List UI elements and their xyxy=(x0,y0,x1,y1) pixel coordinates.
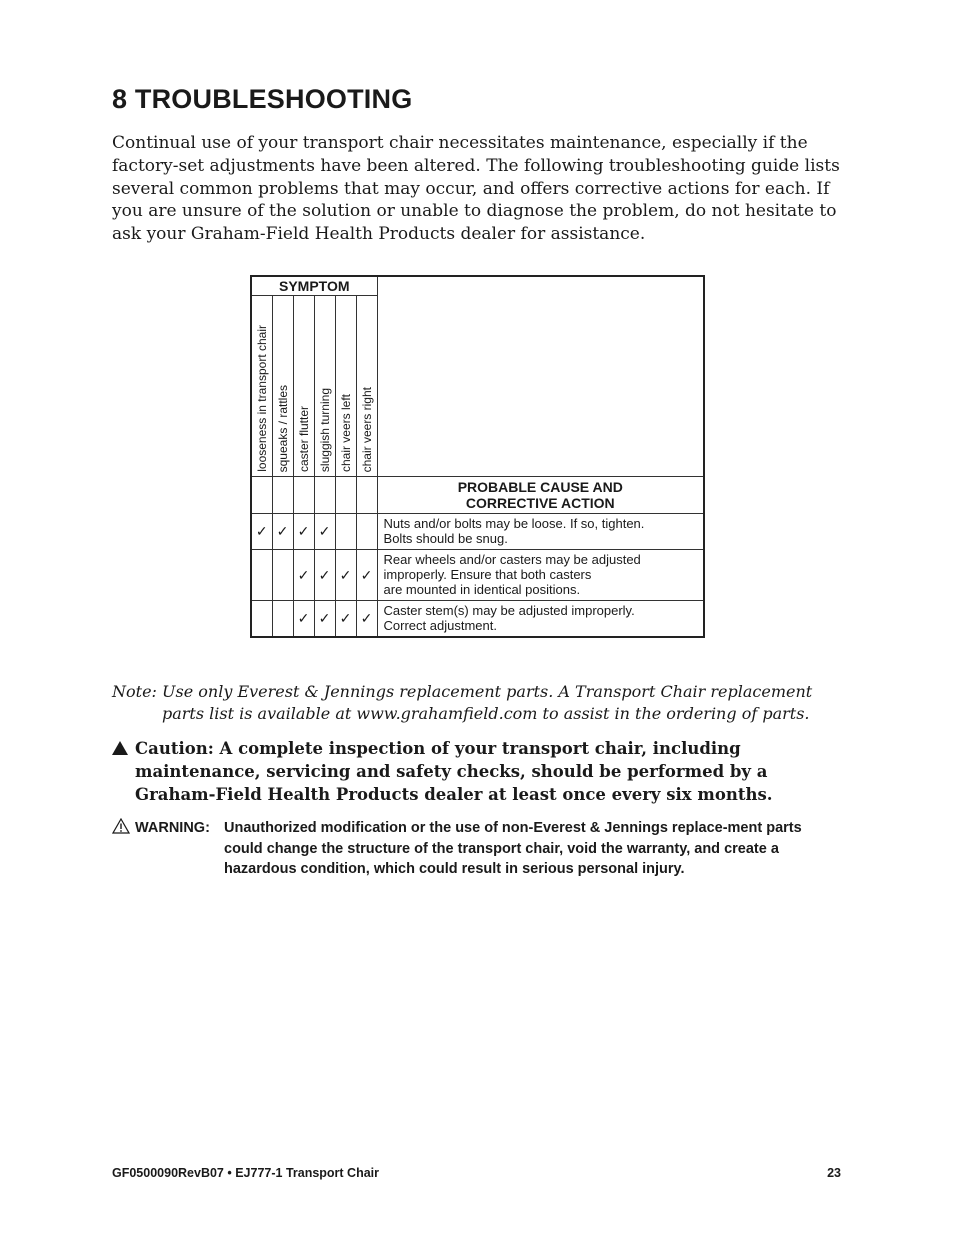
blank-cell xyxy=(272,601,293,638)
cause-text xyxy=(377,601,704,638)
blank-cell xyxy=(251,601,272,638)
blank-cell xyxy=(251,477,272,514)
symptom-column xyxy=(293,296,314,477)
caution-triangle-icon xyxy=(112,741,128,755)
symptom-label: chair veers left xyxy=(338,393,353,472)
caution-text: Caution: A complete inspection of your transport chair, including maintenance, servicing and safety checks, should be performed by a Graham-Field Health Products dealer at least once every six months. xyxy=(135,739,773,804)
symptom-column xyxy=(314,296,335,477)
table-row xyxy=(251,514,704,550)
symptom-header: SYMPTOM xyxy=(251,276,377,296)
note-line: Note: Use only Everest & Jennings replacement parts. A Transport Chair replacement xyxy=(112,682,813,701)
symptom-label: squeaks / rattles xyxy=(275,384,290,472)
check-mark-icon: ✓ xyxy=(272,514,293,550)
symptom-column xyxy=(335,296,356,477)
blank-cell xyxy=(293,477,314,514)
blank-cell xyxy=(272,550,293,601)
blank-cell xyxy=(335,514,356,550)
check-mark-icon: ✓ xyxy=(356,550,377,601)
cause-line: improperly. Ensure that both casters xyxy=(383,567,592,582)
blank-cell xyxy=(356,514,377,550)
cause-text xyxy=(377,514,704,550)
symptom-label: sluggish turning xyxy=(317,387,332,472)
table-row xyxy=(251,550,704,601)
warning-text: Unauthorized modification or the use of non-Everest & Jennings replace-ment parts could change the structure of the transport chair, void the warranty, and create a hazardous condition, which could result in serious personal injury. xyxy=(224,820,802,877)
warning-label: WARNING: xyxy=(135,820,210,836)
warning-triangle-icon xyxy=(112,818,130,834)
cause-line: Correct adjustment. xyxy=(383,618,497,633)
check-mark-icon: ✓ xyxy=(314,514,335,550)
caution-block xyxy=(112,737,847,806)
table-row xyxy=(251,601,704,638)
check-mark-icon: ✓ xyxy=(293,550,314,601)
intro-paragraph: Continual use of your transport chair necessitates maintenance, especially if the factory-set adjustments have been altered. The following troubleshooting guide lists several common problems that may occur, and offers corrective actions for each. If you are unsure of the solution or unable to diagnose the problem, do not hesitate to ask your Graham-Field Health Products dealer for assistance. xyxy=(112,133,840,245)
blank-cell xyxy=(335,477,356,514)
blank-cell xyxy=(251,550,272,601)
cause-line: Rear wheels and/or casters may be adjusted xyxy=(383,552,641,567)
check-mark-icon: ✓ xyxy=(314,550,335,601)
cause-header xyxy=(377,477,704,514)
symptom-column xyxy=(272,296,293,477)
cause-line: Bolts should be snug. xyxy=(383,531,508,546)
blank-cell xyxy=(356,477,377,514)
cause-line: are mounted in identical positions. xyxy=(383,582,581,597)
cause-header-line: PROBABLE CAUSE AND xyxy=(457,479,623,495)
page-title: 8 TROUBLESHOOTING xyxy=(112,84,413,114)
symptom-column xyxy=(251,296,272,477)
check-mark-icon: ✓ xyxy=(335,550,356,601)
cause-line: Caster stem(s) may be adjusted improperly. xyxy=(383,603,635,618)
check-mark-icon: ✓ xyxy=(314,601,335,638)
check-mark-icon: ✓ xyxy=(356,601,377,638)
check-mark-icon: ✓ xyxy=(251,514,272,550)
note-paragraph xyxy=(112,681,847,725)
symptom-label: looseness in transport chair xyxy=(254,325,269,472)
symptom-label: caster flutter xyxy=(296,405,311,472)
symptom-label: chair veers right xyxy=(359,386,374,472)
empty-header-cell xyxy=(377,276,704,477)
page-number: 23 xyxy=(827,1166,841,1180)
cause-header-line: CORRECTIVE ACTION xyxy=(465,495,615,511)
check-mark-icon: ✓ xyxy=(293,601,314,638)
footer-document-id: GF0500090RevB07 • EJ777-1 Transport Chair xyxy=(112,1166,380,1180)
warning-block xyxy=(112,818,842,880)
cause-text xyxy=(377,550,704,601)
check-mark-icon: ✓ xyxy=(293,514,314,550)
symptom-column xyxy=(356,296,377,477)
troubleshooting-table xyxy=(250,275,705,638)
note-line: parts list is available at www.grahamfield.com to assist in the ordering of parts. xyxy=(162,704,810,723)
check-mark-icon: ✓ xyxy=(335,601,356,638)
cause-line: Nuts and/or bolts may be loose. If so, tighten. xyxy=(383,516,645,531)
blank-cell xyxy=(314,477,335,514)
blank-cell xyxy=(272,477,293,514)
